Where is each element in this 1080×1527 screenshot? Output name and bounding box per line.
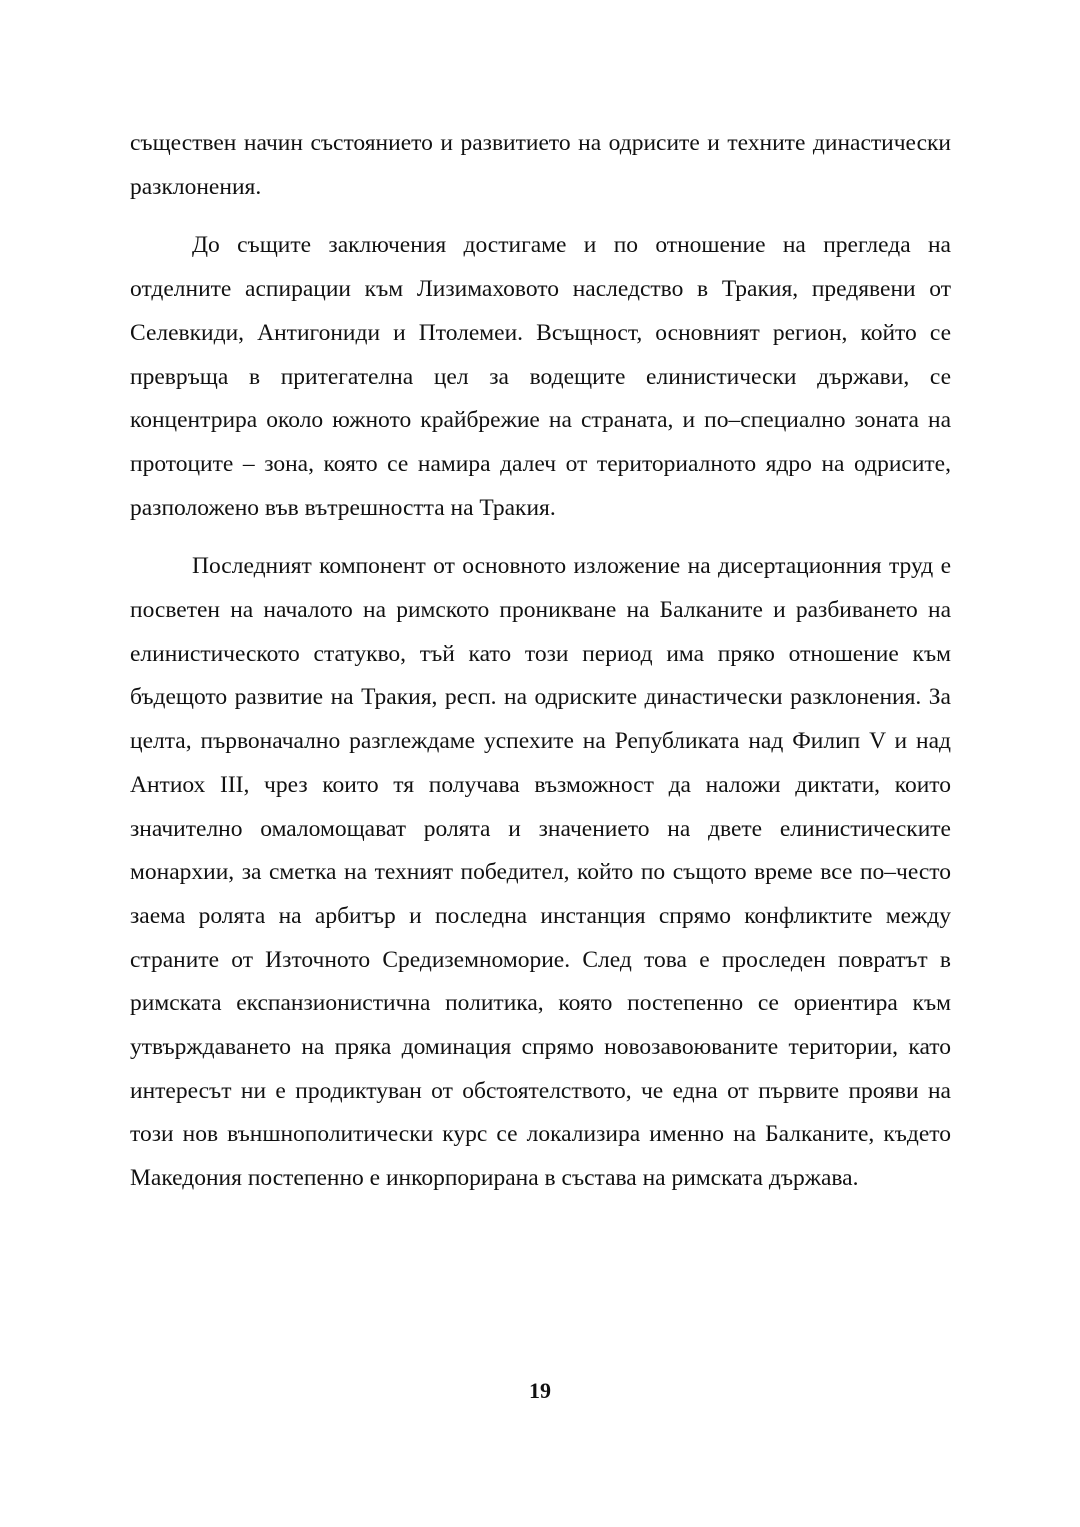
- paragraph-roman-expansion: Последният компонент от основното изложение на дисертационния труд е посветен на началото на римското проникване на Балканите и разбиването на елинистическото статукво, тъй като този период има пряко отношение към бъдещото развитие на Тракия, респ. на одриските династически разклонения. За целта, първоначално разглеждаме успехите на Републиката над Филип V и над Антиох III, чрез които тя получава възможност да наложи диктати, които значително омаломощават ролята и значението на двете елинистическите монархии, за сметка на техният победител, който по същото време все по–често заема ролята на арбитър и последна инстанция спрямо конфликтите между страните от Източното Средиземноморие. След това е проследен повратът в римската експанзионистична политика, която постепенно се ориентира към утвърждаването на пряка доминация спрямо новозавоюваните територии, като интересът ни е продиктуван от обстоятелството, че една от първите прояви на този нов външнополитически курс се локализира именно на Балканите, където Македония постепенно е инкорпорирана в състава на римската държава.: [130, 553, 951, 1192]
- paragraph-continuation: съществен начин състоянието и развитието на одрисите и техните династически разклонения.: [130, 130, 951, 200]
- page-number: 19: [529, 1378, 551, 1403]
- paragraph-successor-aspirations: До същите заключения достигаме и по отношение на прегледа на отделните аспирации към Лизимаховото наследство в Тракия, предявени от Селевкиди, Антигониди и Птолемеи. Всъщност, основният регион, който се превръща в притегателна цел за водещите елинистически държави, се концентрира около южното крайбрежие на страната, и по–специално зоната на протоците – зона, която се намира далеч от териториалното ядро на одрисите, разположено във вътрешността на Тракия.: [130, 232, 951, 521]
- body-text: [130, 122, 951, 1201]
